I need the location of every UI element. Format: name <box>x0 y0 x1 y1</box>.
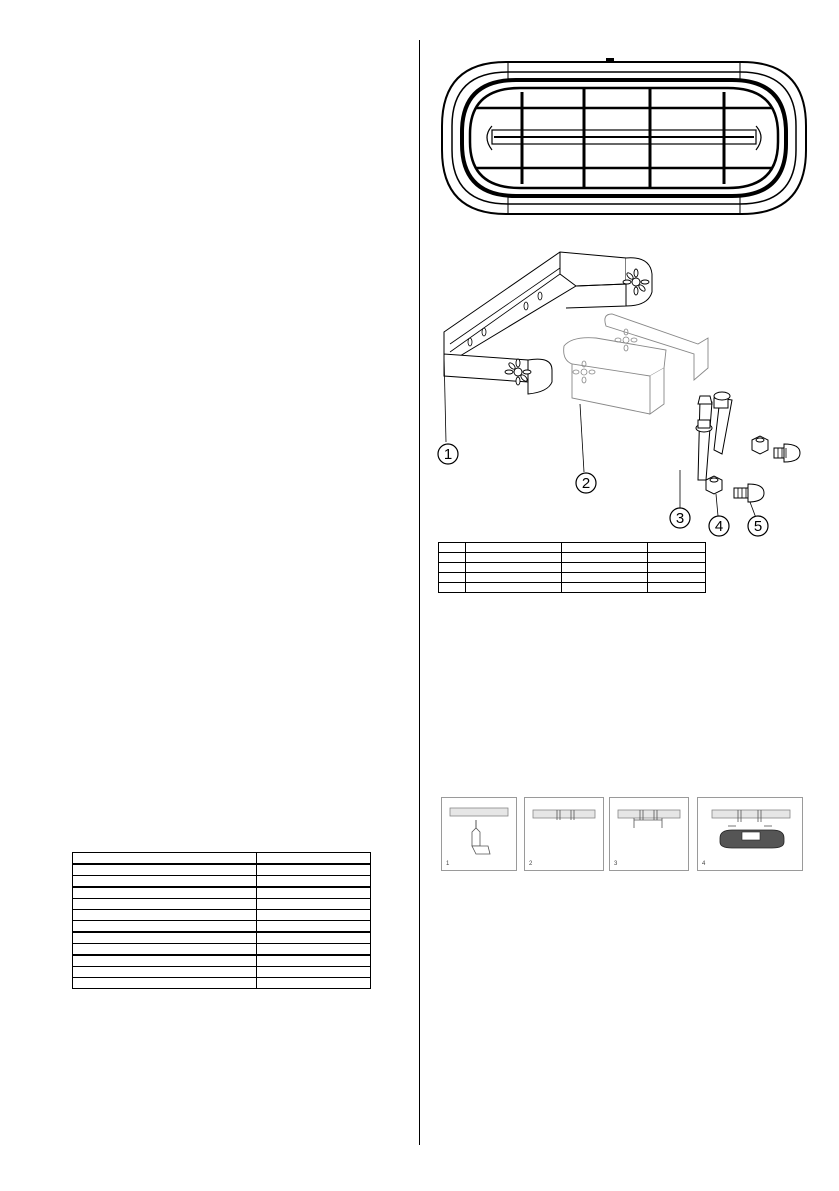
table-row <box>73 876 371 888</box>
install-step-4 <box>697 797 803 871</box>
step-4-drawing <box>698 798 802 870</box>
table-row <box>73 967 371 978</box>
install-step-2 <box>524 797 604 871</box>
step-2-drawing <box>525 798 603 870</box>
step-number: 3 <box>614 861 618 867</box>
install-step-3 <box>609 797 689 871</box>
parts-table <box>438 542 706 593</box>
table-row <box>73 978 371 989</box>
step-3-drawing <box>610 798 688 870</box>
table-row <box>439 573 706 583</box>
step-1-drawing <box>442 798 516 870</box>
table-row <box>73 944 371 956</box>
table-row <box>73 910 371 921</box>
table-row <box>73 887 371 899</box>
table-row <box>73 899 371 910</box>
table-row <box>73 921 371 933</box>
table-row <box>73 864 371 876</box>
heater-front-illustration <box>436 56 812 220</box>
callout-3-label: 3 <box>675 510 685 527</box>
table-row <box>439 583 706 593</box>
callout-1-label: 1 <box>443 446 453 463</box>
column-divider <box>419 40 420 1145</box>
spec-table <box>72 852 371 989</box>
table-row <box>73 955 371 967</box>
callout-5-label: 5 <box>753 518 763 535</box>
step-number: 1 <box>446 861 450 867</box>
table-row <box>73 932 371 944</box>
callout-4-label: 4 <box>714 518 724 535</box>
bracket-exploded-illustration <box>436 244 812 544</box>
table-row <box>439 543 706 553</box>
step-number: 2 <box>529 861 533 867</box>
install-step-1 <box>441 797 517 871</box>
callout-2-label: 2 <box>581 475 591 492</box>
step-number: 4 <box>702 861 706 867</box>
table-row <box>439 563 706 573</box>
table-row <box>439 553 706 563</box>
table-row <box>73 853 371 865</box>
